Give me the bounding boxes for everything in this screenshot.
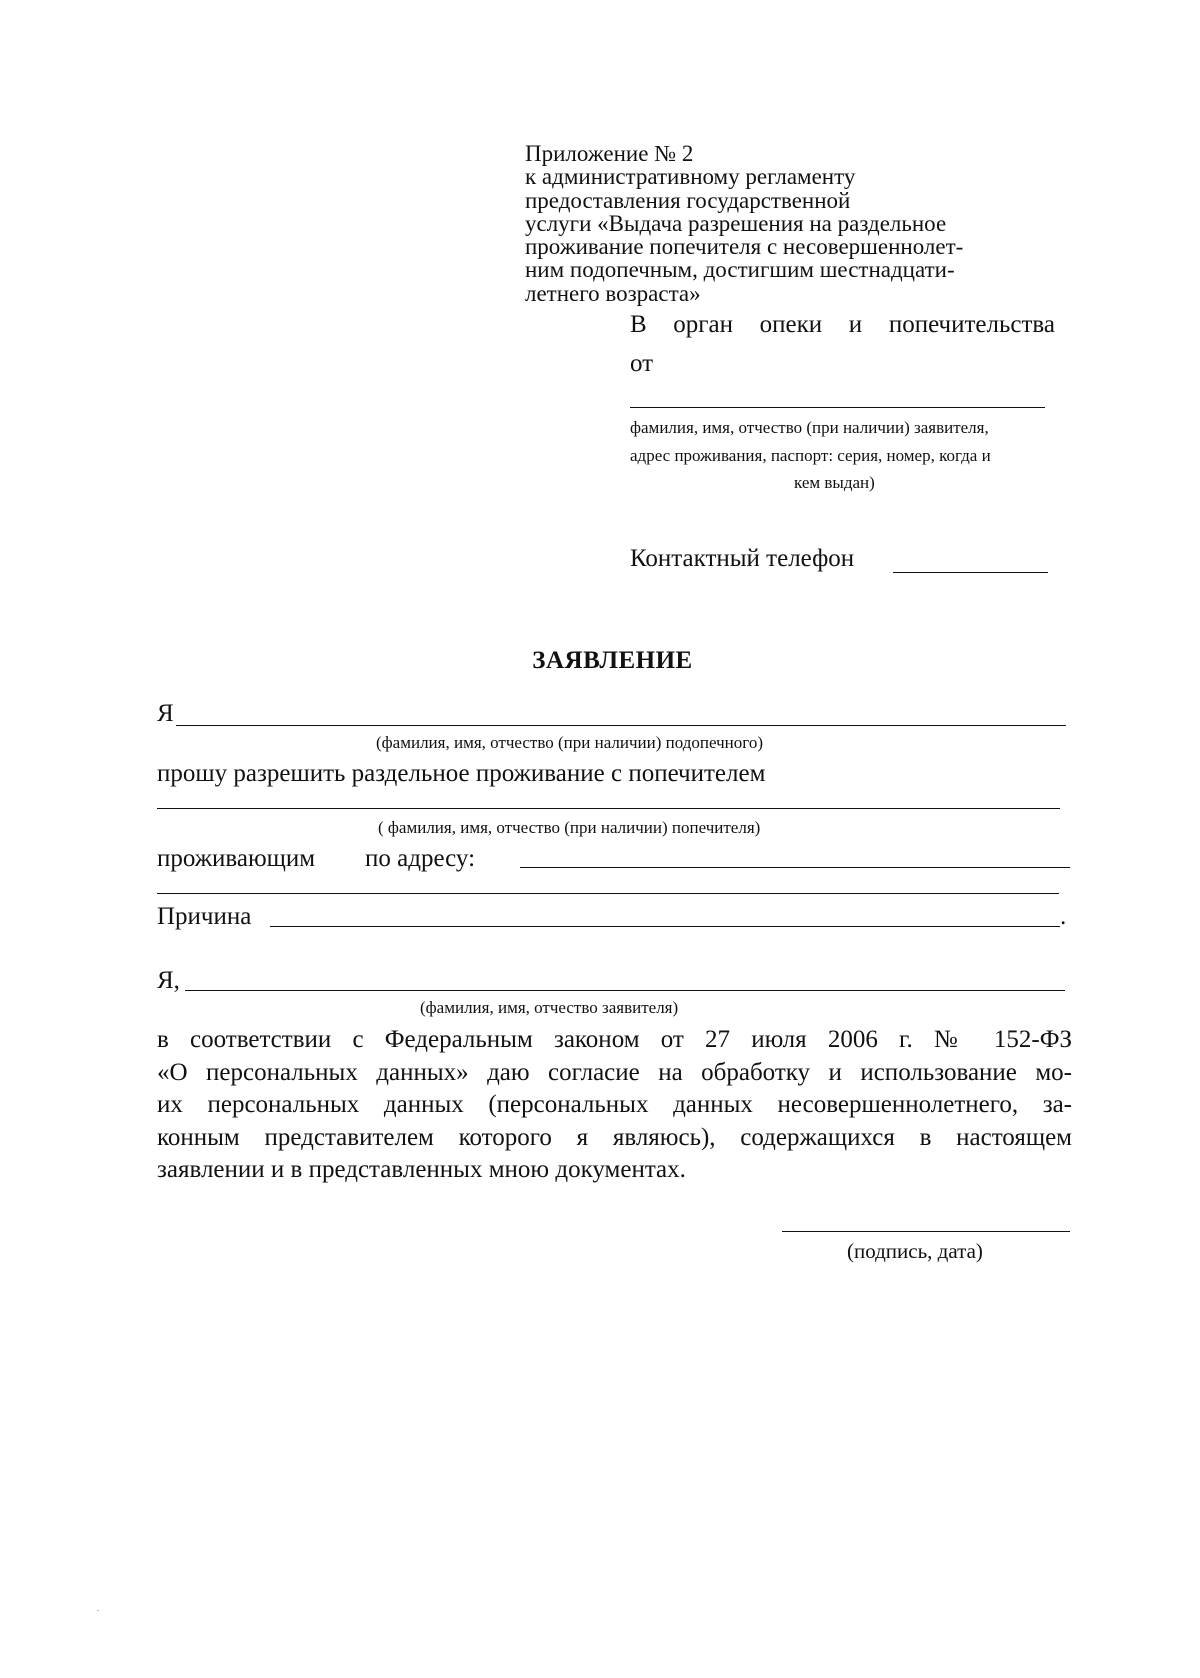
ward-fill-line[interactable]: [176, 725, 1066, 726]
applicant-fill-line[interactable]: [630, 407, 1045, 408]
reason-end-dot: .: [1060, 903, 1067, 930]
consent-line: конным представителем которого я являюсь), содержащихся в настоящем: [157, 1123, 1072, 1151]
appendix-line: ним подопечным, достигшим шестнадцати-: [525, 257, 955, 283]
consent-line: их персональных данных (персональных данных несовершеннолетнего, за-: [157, 1091, 1072, 1118]
signature-fill-line[interactable]: [782, 1231, 1070, 1232]
signature-hint: (подпись, дата): [847, 1239, 983, 1263]
guardian-hint: ( фамилия, имя, отчество (при наличии) попечителя): [378, 818, 761, 837]
consent-line: в соответствии с Федеральным законом от 27 июля 2006 г. № 152-ФЗ: [157, 1026, 1072, 1053]
appendix-line: предоставления государственной: [525, 187, 851, 213]
ward-hint: (фамилия, имя, отчество (при наличии) подопечного): [376, 733, 763, 752]
appendix-line: летнего возраста»: [525, 280, 701, 306]
guardian-fill-line[interactable]: [157, 808, 1060, 809]
scan-speck: [97, 1610, 99, 1611]
phone-fill-line[interactable]: [893, 572, 1048, 573]
applicant-name-fill-line[interactable]: [185, 990, 1065, 991]
appendix-line: Приложение № 2: [525, 141, 694, 166]
reason-label: Причина: [157, 903, 252, 930]
consent-paragraph: [157, 1024, 1072, 1187]
reason-fill-line[interactable]: [270, 926, 1060, 927]
appendix-line: услуги «Выдача разрешения на раздельное: [525, 210, 947, 236]
applicant-hint-line: фамилия, имя, отчество (при наличии) заявителя,: [630, 418, 989, 437]
address-label: по адресу:: [365, 845, 476, 872]
applicant-hint-line: адрес проживания, паспорт: серия, номер, когда и: [630, 446, 991, 465]
applicant-hint-line: кем выдан): [794, 473, 875, 492]
appendix-line: проживание попечителя с несовершеннолет-: [525, 234, 964, 260]
appendix-line: к административному регламенту: [525, 164, 856, 190]
consent-line: заявлении и в представленных мною документах.: [157, 1156, 686, 1183]
phone-label: Контактный телефон: [630, 545, 855, 572]
residing-label: проживающим: [157, 845, 316, 872]
from-label: от: [630, 350, 654, 377]
consent-line: «О персональных данных» даю согласие на обработку и использование мо-: [157, 1058, 1072, 1086]
address-fill-line-2[interactable]: [157, 893, 1059, 894]
appendix-header: [525, 142, 963, 305]
recipient-line: В орган опеки и попечительства: [630, 311, 1055, 338]
address-fill-line[interactable]: [520, 867, 1070, 868]
document-title: ЗАЯВЛЕНИЕ: [532, 647, 693, 674]
request-text: прошу разрешить раздельное проживание с попечителем: [157, 760, 766, 787]
ward-prefix: Я: [157, 700, 174, 727]
applicant-hint: (фамилия, имя, отчество заявителя): [420, 998, 679, 1017]
applicant-prefix: Я,: [157, 967, 180, 994]
